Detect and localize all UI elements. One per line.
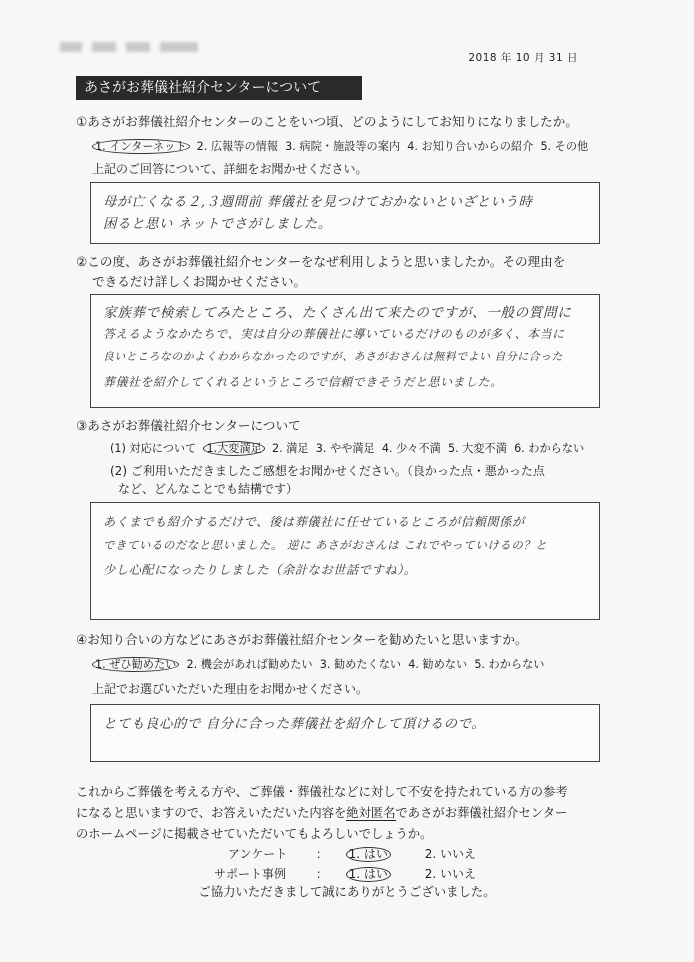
q1-answer-line: 母が亡くなる２,３週間前 葬儀社を見つけておかないといざという時 xyxy=(103,195,533,210)
consent-survey-row xyxy=(228,845,476,862)
consent-no: 2. いいえ xyxy=(424,867,477,881)
q3-answer-line: できているのだなと思いました。 逆に あさがおさんは これでやっていけるの？と xyxy=(103,538,548,552)
q3-answer-line: 少し心配になったりしました（余計なお世話ですね）。 xyxy=(103,563,417,577)
closing-line-2-post: であさがお葬儀社紹介センター xyxy=(395,806,568,820)
redacted-name xyxy=(60,40,210,54)
q3-option-1: 1.大変満足 xyxy=(203,441,264,456)
q3-sub2-line: など、どんなことでも結構です） xyxy=(118,482,299,496)
consent-colon: ： xyxy=(315,847,328,861)
q4-options xyxy=(92,656,544,674)
consent-support-row xyxy=(214,865,476,882)
q4-option-4: 4. 勧めない xyxy=(408,658,468,671)
q1-answer-box xyxy=(90,182,600,244)
closing-line-2 xyxy=(76,803,567,824)
q3-sub1-label: (1) 対応について xyxy=(110,442,197,455)
closing-line: のホームページに掲載させていただいてもよろしいでしょうか。 xyxy=(76,827,433,841)
q2-answer-box xyxy=(90,294,600,408)
q4-option-5: 5. わからない xyxy=(474,658,545,671)
consent-no: 2. いいえ xyxy=(424,847,477,861)
thanks-message: ご協力いただきまして誠にありがとうございました。 xyxy=(198,884,496,899)
q2-answer-line: 良いところなのかよくわからなかったのですが、あさがおさんは無料でよい 自分に合った xyxy=(103,350,563,363)
q3-sub1 xyxy=(110,440,584,458)
q1-option-2: 2. 広報等の情報 xyxy=(196,140,279,153)
q1-followup: 上記のご回答について、詳細をお聞かせください。 xyxy=(92,162,368,176)
survey-date: 2018 年 10 月 31 日 xyxy=(468,52,578,64)
q2-answer-line: 葬儀社を紹介してくれるというところで信頼できそうだと思いました。 xyxy=(103,375,503,389)
consent-label: アンケート xyxy=(228,847,288,861)
consent-yes: 1. はい xyxy=(346,847,391,862)
q3-option-3: 3. やや満足 xyxy=(315,442,375,455)
q2-question-line: ②この度、あさがお葬儀社紹介センターをなぜ利用しようと思いましたか。その理由を xyxy=(76,254,566,269)
q3-option-6: 6. わからない xyxy=(514,442,585,455)
q4-option-3: 3. 勧めたくない xyxy=(319,658,402,671)
q1-option-4: 4. お知り合いからの紹介 xyxy=(407,140,534,153)
q4-option-1: 1. ぜひ勧めたい xyxy=(92,657,179,672)
q3-answer-box xyxy=(90,502,600,620)
q3-option-5: 5. 大変不満 xyxy=(447,442,507,455)
consent-yes: 1. はい xyxy=(346,867,391,882)
q3-sub2-line: (2) ご利用いただきましたご感想をお聞かせください。（良かった点・悪かった点 xyxy=(110,464,545,478)
q3-option-4: 4. 少々不満 xyxy=(381,442,441,455)
q1-question: ①あさがお葬儀社紹介センターのことをいつ頃、どのようにしてお知りになりましたか。 xyxy=(76,114,578,129)
q4-answer-box xyxy=(90,704,600,762)
q2-answer-line: 答えるようなかたちで、実は自分の葬儀社に導いているだけのものが多く、本当に xyxy=(103,327,565,341)
q3-answer-line: あくまでも紹介するだけで、後は葬儀社に任せているところが信頼関係が xyxy=(103,515,525,529)
q4-followup: 上記でお選びいただいた理由をお聞かせください。 xyxy=(92,682,369,696)
consent-colon: ： xyxy=(315,867,328,881)
q4-option-2: 2. 機会があれば勧めたい xyxy=(186,658,313,671)
q1-option-3: 3. 病院・施設等の案内 xyxy=(285,140,401,153)
q1-option-5: 5. その他 xyxy=(540,140,589,153)
q1-answer-line: 困ると思い ネットでさがしました。 xyxy=(103,217,332,232)
anonymity-emphasis: 絶対匿名 xyxy=(346,806,396,820)
q1-options xyxy=(92,138,588,156)
q2-answer-line: 家族葬で検索してみたところ、たくさん出て来たのですが、一般の質問に xyxy=(103,305,572,321)
survey-title: あさがお葬儀社紹介センターについて xyxy=(76,76,362,100)
q1-option-1: 1. インターネット xyxy=(92,139,190,154)
closing-line-2-pre: になると思いますので、お答えいただいた内容を xyxy=(76,806,347,820)
closing-line: これからご葬儀を考える方や、ご葬儀・葬儀社などに対して不安を持たれている方の参考 xyxy=(76,785,568,799)
q2-question-line: できるだけ詳しくお聞かせください。 xyxy=(92,274,307,289)
q4-answer-line: とても良心的で 自分に合った葬儀社を紹介して頂けるので。 xyxy=(103,717,486,732)
q3-title: ③あさがお葬儀社紹介センターについて xyxy=(76,418,301,433)
consent-label: サポート事例 xyxy=(214,867,287,881)
q3-option-2: 2. 満足 xyxy=(272,442,309,455)
q4-question: ④お知り合いの方などにあさがお葬儀社紹介センターを勧めたいと思いますか。 xyxy=(76,632,528,647)
